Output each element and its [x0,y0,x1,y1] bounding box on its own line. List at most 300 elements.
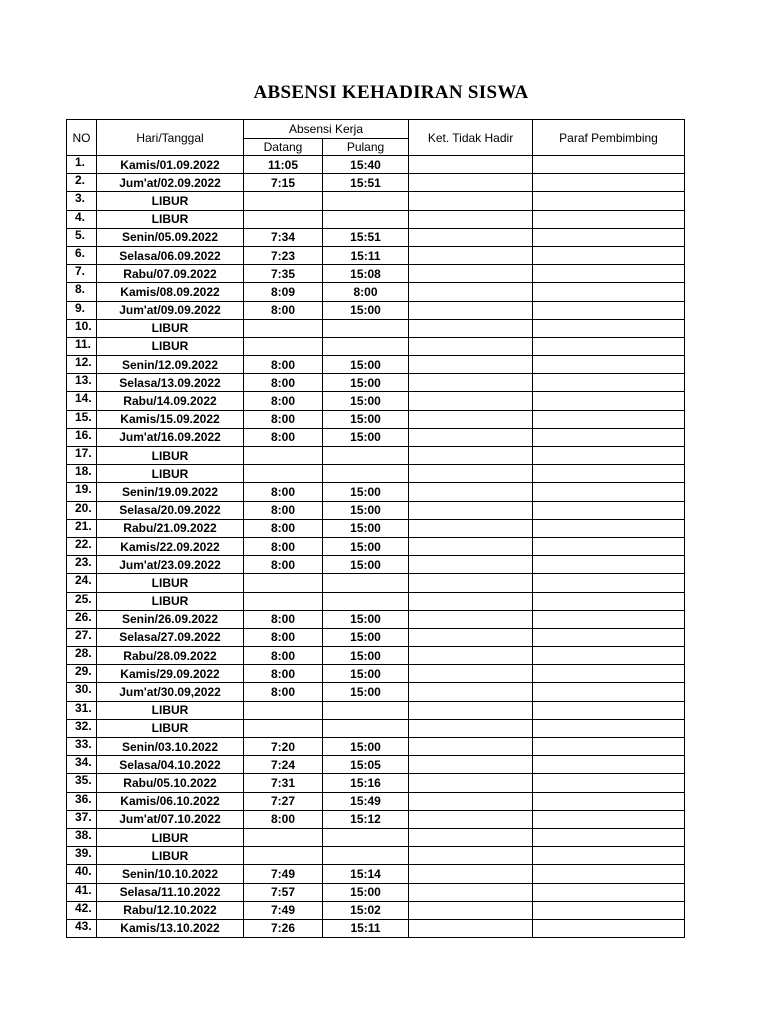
header-day: Hari/Tanggal [97,120,244,156]
row-day: Jum'at/09.09.2022 [97,301,244,319]
row-ket [409,810,533,828]
row-day: Kamis/15.09.2022 [97,410,244,428]
row-ket [409,883,533,901]
row-pulang: 15:00 [323,683,409,701]
row-paraf [533,156,685,174]
row-ket [409,647,533,665]
row-pulang: 15:00 [323,647,409,665]
row-pulang: 15:00 [323,428,409,446]
row-day: Rabu/28.09.2022 [97,647,244,665]
row-paraf [533,738,685,756]
row-ket [409,410,533,428]
table-row [67,392,685,410]
row-number: 19. [67,483,97,501]
row-day: Senin/05.09.2022 [97,228,244,246]
row-pulang: 15:11 [323,246,409,264]
row-ket [409,719,533,737]
table-row [67,919,685,937]
row-paraf [533,410,685,428]
row-paraf [533,465,685,483]
row-datang: 8:00 [244,537,323,555]
row-paraf [533,847,685,865]
row-ket [409,628,533,646]
row-day: Senin/03.10.2022 [97,738,244,756]
row-pulang: 15:00 [323,356,409,374]
row-paraf [533,665,685,683]
row-pulang: 15:00 [323,483,409,501]
row-datang: 7:27 [244,792,323,810]
row-number: 20. [67,501,97,519]
row-pulang [323,192,409,210]
row-ket [409,192,533,210]
row-number: 6. [67,246,97,264]
row-datang: 7:57 [244,883,323,901]
row-day: Rabu/12.10.2022 [97,901,244,919]
row-day: Selasa/13.09.2022 [97,374,244,392]
row-datang: 8:00 [244,665,323,683]
row-number: 32. [67,719,97,737]
row-ket [409,447,533,465]
table-row [67,774,685,792]
row-pulang [323,719,409,737]
row-datang: 8:00 [244,374,323,392]
row-paraf [533,792,685,810]
row-number: 27. [67,628,97,646]
table-row [67,610,685,628]
row-paraf [533,610,685,628]
row-number: 42. [67,901,97,919]
row-datang [244,847,323,865]
row-ket [409,210,533,228]
table-row [67,592,685,610]
table-row [67,828,685,846]
row-paraf [533,301,685,319]
row-ket [409,865,533,883]
row-datang: 8:00 [244,428,323,446]
row-number: 31. [67,701,97,719]
row-pulang: 15:00 [323,410,409,428]
row-paraf [533,392,685,410]
row-datang: 7:49 [244,865,323,883]
row-number: 2. [67,174,97,192]
row-pulang: 8:00 [323,283,409,301]
row-datang: 8:09 [244,283,323,301]
row-paraf [533,556,685,574]
row-datang: 8:00 [244,810,323,828]
row-datang: 8:00 [244,610,323,628]
row-datang: 8:00 [244,501,323,519]
row-datang [244,465,323,483]
table-row [67,337,685,355]
row-number: 9. [67,301,97,319]
row-pulang: 15:00 [323,301,409,319]
row-number: 25. [67,592,97,610]
table-row [67,210,685,228]
row-paraf [533,574,685,592]
row-ket [409,847,533,865]
header-pulang: Pulang [323,139,409,156]
row-ket [409,919,533,937]
row-number: 18. [67,465,97,483]
row-datang [244,701,323,719]
row-pulang [323,210,409,228]
row-datang [244,828,323,846]
row-paraf [533,628,685,646]
header-datang: Datang [244,139,323,156]
row-ket [409,774,533,792]
row-paraf [533,319,685,337]
row-datang [244,574,323,592]
row-ket [409,901,533,919]
row-paraf [533,337,685,355]
row-pulang: 15:00 [323,556,409,574]
row-paraf [533,537,685,555]
header-absensi: Absensi Kerja [244,120,409,139]
row-day: LIBUR [97,210,244,228]
row-pulang: 15:08 [323,265,409,283]
row-pulang: 15:11 [323,919,409,937]
row-day: Selasa/04.10.2022 [97,756,244,774]
row-paraf [533,592,685,610]
row-number: 12. [67,356,97,374]
table-row [67,501,685,519]
row-day: Kamis/29.09.2022 [97,665,244,683]
row-day: Rabu/14.09.2022 [97,392,244,410]
row-number: 40. [67,865,97,883]
table-row [67,792,685,810]
row-paraf [533,265,685,283]
row-paraf [533,519,685,537]
row-number: 7. [67,265,97,283]
row-datang: 8:00 [244,356,323,374]
row-datang [244,319,323,337]
row-day: LIBUR [97,574,244,592]
row-pulang: 15:00 [323,519,409,537]
row-pulang: 15:00 [323,738,409,756]
row-pulang: 15:00 [323,392,409,410]
row-pulang: 15:00 [323,883,409,901]
row-datang: 7:26 [244,919,323,937]
row-paraf [533,828,685,846]
row-day: Rabu/07.09.2022 [97,265,244,283]
row-number: 26. [67,610,97,628]
row-paraf [533,883,685,901]
row-day: Jum'at/07.10.2022 [97,810,244,828]
table-row [67,156,685,174]
row-ket [409,301,533,319]
row-paraf [533,210,685,228]
row-day: Jum'at/16.09.2022 [97,428,244,446]
row-paraf [533,683,685,701]
row-datang [244,447,323,465]
row-ket [409,374,533,392]
page-title: ABSENSI KEHADIRAN SISWA [253,82,529,103]
row-pulang [323,828,409,846]
row-ket [409,337,533,355]
table-row [67,901,685,919]
row-ket [409,828,533,846]
table-row [67,228,685,246]
row-pulang [323,337,409,355]
row-datang: 7:35 [244,265,323,283]
row-day: Senin/10.10.2022 [97,865,244,883]
table-row [67,301,685,319]
row-day: Rabu/05.10.2022 [97,774,244,792]
row-number: 23. [67,556,97,574]
row-ket [409,283,533,301]
row-number: 17. [67,447,97,465]
row-number: 34. [67,756,97,774]
row-day: Selasa/06.09.2022 [97,246,244,264]
row-ket [409,174,533,192]
row-paraf [533,174,685,192]
row-day: Jum'at/02.09.2022 [97,174,244,192]
row-number: 43. [67,919,97,937]
row-day: Kamis/08.09.2022 [97,283,244,301]
row-number: 33. [67,738,97,756]
table-row [67,719,685,737]
row-ket [409,701,533,719]
row-number: 16. [67,428,97,446]
row-day: Senin/19.09.2022 [97,483,244,501]
row-paraf [533,919,685,937]
table-row [67,556,685,574]
row-number: 10. [67,319,97,337]
row-paraf [533,865,685,883]
row-pulang [323,319,409,337]
row-datang: 8:00 [244,301,323,319]
row-ket [409,356,533,374]
table-row [67,647,685,665]
row-number: 39. [67,847,97,865]
table-row [67,246,685,264]
row-datang: 8:00 [244,410,323,428]
row-pulang [323,447,409,465]
row-datang [244,592,323,610]
row-datang: 7:31 [244,774,323,792]
row-number: 28. [67,647,97,665]
table-row [67,356,685,374]
row-number: 5. [67,228,97,246]
row-datang: 8:00 [244,519,323,537]
row-pulang: 15:16 [323,774,409,792]
row-ket [409,392,533,410]
row-datang: 7:20 [244,738,323,756]
row-day: Jum'at/23.09.2022 [97,556,244,574]
row-paraf [533,356,685,374]
header-paraf: Paraf Pembimbing [533,120,685,156]
row-pulang: 15:00 [323,610,409,628]
table-row [67,683,685,701]
table-row [67,483,685,501]
row-number: 1. [67,156,97,174]
row-pulang [323,847,409,865]
row-number: 4. [67,210,97,228]
row-pulang: 15:12 [323,810,409,828]
row-number: 8. [67,283,97,301]
table-row [67,465,685,483]
row-pulang: 15:51 [323,228,409,246]
row-paraf [533,228,685,246]
row-ket [409,156,533,174]
row-pulang [323,701,409,719]
row-pulang: 15:14 [323,865,409,883]
row-ket [409,501,533,519]
row-paraf [533,719,685,737]
row-day: Senin/12.09.2022 [97,356,244,374]
row-day: LIBUR [97,847,244,865]
row-day: LIBUR [97,719,244,737]
row-ket [409,319,533,337]
row-paraf [533,192,685,210]
row-paraf [533,901,685,919]
row-day: LIBUR [97,447,244,465]
row-number: 13. [67,374,97,392]
row-pulang: 15:40 [323,156,409,174]
row-datang: 7:23 [244,246,323,264]
row-paraf [533,483,685,501]
table-row [67,756,685,774]
row-ket [409,246,533,264]
row-datang [244,210,323,228]
row-day: Kamis/01.09.2022 [97,156,244,174]
table-row [67,265,685,283]
table-row [67,738,685,756]
table-row [67,283,685,301]
row-day: Kamis/13.10.2022 [97,919,244,937]
row-datang [244,192,323,210]
row-number: 15. [67,410,97,428]
row-ket [409,683,533,701]
table-row [67,192,685,210]
row-day: Selasa/20.09.2022 [97,501,244,519]
row-datang: 7:15 [244,174,323,192]
table-row [67,810,685,828]
row-datang: 8:00 [244,556,323,574]
row-paraf [533,246,685,264]
row-day: LIBUR [97,592,244,610]
row-pulang [323,465,409,483]
row-ket [409,574,533,592]
table-row [67,374,685,392]
row-ket [409,537,533,555]
row-pulang: 15:00 [323,374,409,392]
row-number: 11. [67,337,97,355]
row-day: Selasa/27.09.2022 [97,628,244,646]
table-row [67,628,685,646]
table-row [67,865,685,883]
row-day: LIBUR [97,319,244,337]
row-ket [409,610,533,628]
table-row [67,519,685,537]
row-ket [409,592,533,610]
table-row [67,537,685,555]
table-row [67,847,685,865]
row-ket [409,756,533,774]
row-paraf [533,501,685,519]
row-day: LIBUR [97,465,244,483]
table-row [67,883,685,901]
row-number: 38. [67,828,97,846]
row-pulang: 15:00 [323,665,409,683]
row-ket [409,556,533,574]
row-number: 37. [67,810,97,828]
row-ket [409,483,533,501]
table-row [67,701,685,719]
row-pulang: 15:49 [323,792,409,810]
row-paraf [533,810,685,828]
row-pulang: 15:00 [323,628,409,646]
row-datang: 8:00 [244,392,323,410]
row-paraf [533,701,685,719]
row-paraf [533,428,685,446]
row-paraf [533,447,685,465]
row-day: Kamis/06.10.2022 [97,792,244,810]
row-day: Senin/26.09.2022 [97,610,244,628]
header-no: NO [67,120,97,156]
row-day: Selasa/11.10.2022 [97,883,244,901]
row-ket [409,265,533,283]
row-ket [409,465,533,483]
row-paraf [533,756,685,774]
row-number: 22. [67,537,97,555]
row-ket [409,792,533,810]
row-number: 30. [67,683,97,701]
row-datang [244,719,323,737]
row-pulang [323,574,409,592]
row-paraf [533,774,685,792]
row-pulang [323,592,409,610]
table-row [67,174,685,192]
row-number: 41. [67,883,97,901]
row-ket [409,519,533,537]
row-pulang: 15:02 [323,901,409,919]
table-row [67,410,685,428]
table-row [67,319,685,337]
row-number: 3. [67,192,97,210]
row-ket [409,665,533,683]
row-datang: 7:24 [244,756,323,774]
row-datang: 11:05 [244,156,323,174]
row-pulang: 15:00 [323,537,409,555]
row-datang: 8:00 [244,647,323,665]
row-day: Kamis/22.09.2022 [97,537,244,555]
row-datang: 8:00 [244,483,323,501]
table-body [67,156,685,938]
table-row [67,447,685,465]
row-day: LIBUR [97,701,244,719]
row-ket [409,428,533,446]
row-datang [244,337,323,355]
row-pulang: 15:00 [323,501,409,519]
row-ket [409,738,533,756]
row-number: 24. [67,574,97,592]
row-datang: 8:00 [244,628,323,646]
row-number: 35. [67,774,97,792]
row-day: Jum'at/30.09,2022 [97,683,244,701]
row-ket [409,228,533,246]
table-row [67,665,685,683]
attendance-table [66,119,685,938]
row-day: Rabu/21.09.2022 [97,519,244,537]
header-ket: Ket. Tidak Hadir [409,120,533,156]
row-pulang: 15:05 [323,756,409,774]
row-number: 36. [67,792,97,810]
row-datang: 8:00 [244,683,323,701]
row-day: LIBUR [97,828,244,846]
row-paraf [533,283,685,301]
table-row [67,428,685,446]
